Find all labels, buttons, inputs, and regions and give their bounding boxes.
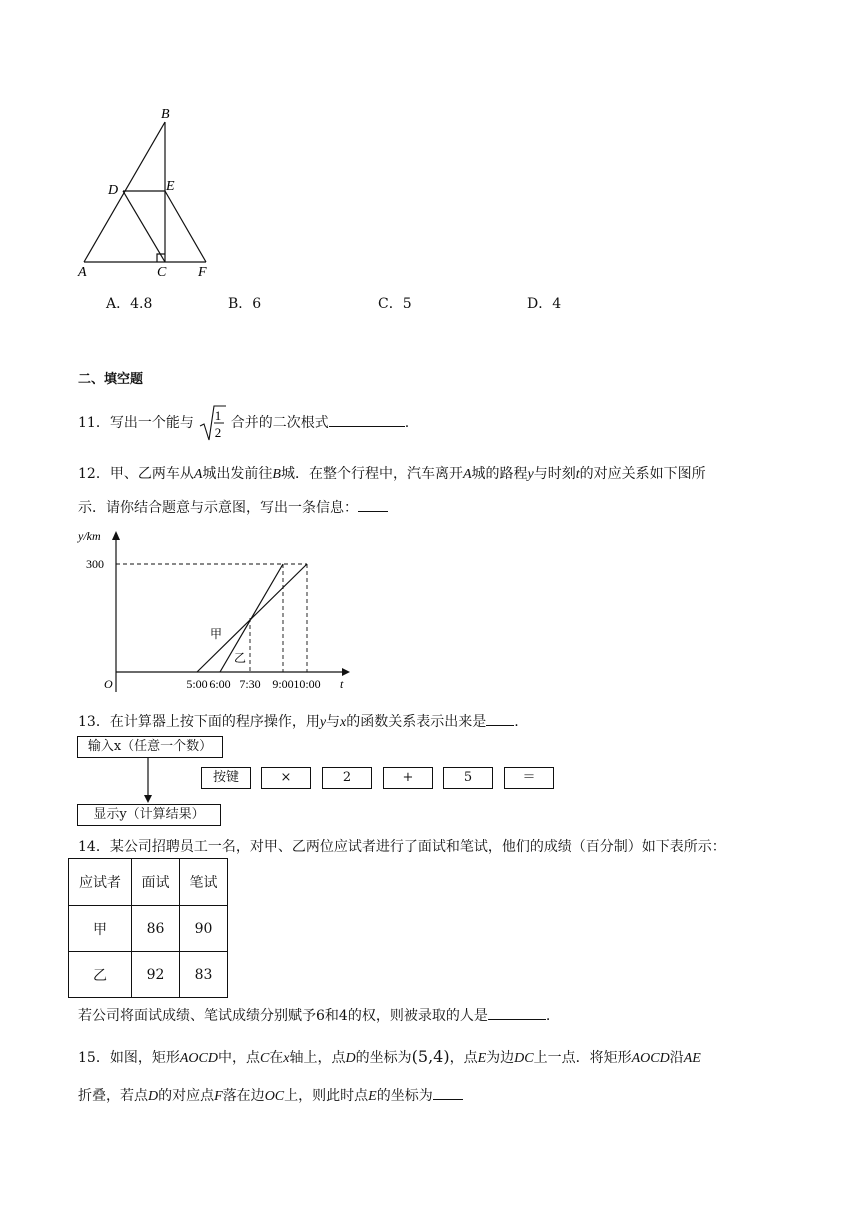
key-2[interactable]: 2	[322, 767, 372, 789]
q12-b: 城出发前往	[202, 466, 273, 482]
q12-t: t	[575, 467, 580, 482]
sqrt-den: 2	[215, 425, 222, 440]
y-axis-label: y/km	[78, 529, 101, 543]
key-5[interactable]: 5	[443, 767, 493, 789]
q15-d: 轴上，点	[289, 1050, 346, 1066]
q12-A1: A	[193, 467, 203, 482]
q10-figure	[70, 100, 230, 280]
q11	[78, 402, 409, 442]
q13-c: 的函数关系表示出来是	[346, 714, 487, 730]
q15-E2: E	[368, 1089, 377, 1104]
cell-interview: 92	[132, 952, 180, 998]
q12-y: y	[527, 467, 534, 482]
q12-c: 城．在整个行程中，汽车离开	[280, 466, 463, 482]
q15-coord: (5,4)	[411, 1047, 450, 1066]
q14-text: 14．某公司招聘员工一名，对甲、乙两位应试者进行了面试和笔试，他们的成绩（百分制）如下表所示：	[78, 839, 726, 855]
q11-after: 合并的二次根式	[230, 415, 329, 431]
answer-blank-11[interactable]	[329, 412, 405, 427]
q15-c: 在	[269, 1050, 284, 1066]
flow-output-box: 显示y（计算结果）	[77, 804, 221, 826]
label-C: C	[157, 265, 167, 280]
series-line-yi	[220, 564, 283, 672]
answer-blank-12[interactable]	[358, 497, 388, 512]
answer-blank-14[interactable]	[488, 1005, 546, 1020]
q14-after	[78, 1005, 550, 1025]
option-c[interactable]: C．5	[378, 296, 412, 312]
q13-b: 与	[326, 714, 341, 730]
key-plus[interactable]: +	[383, 767, 433, 789]
x-tick-label: 6:00	[209, 677, 231, 691]
q15-2d: 上，则此时点	[284, 1088, 369, 1104]
q14-after-text: 若公司将面试成绩、笔试成绩分别赋予6和4的权，则被录取的人是	[78, 1008, 488, 1024]
table-row	[69, 906, 228, 952]
label-E: E	[166, 179, 175, 194]
header-applicant: 应试者	[69, 859, 132, 906]
q13-a: 13．在计算器上按下面的程序操作，用	[78, 714, 320, 730]
x-axis-label: t	[340, 677, 344, 691]
q12-chart	[74, 526, 364, 696]
q15-line2	[78, 1085, 463, 1105]
label-B: B	[161, 107, 170, 122]
q15-C: C	[259, 1051, 270, 1066]
option-d[interactable]: D．4	[527, 296, 562, 312]
header-written: 笔试	[180, 859, 228, 906]
origin-label: O	[104, 677, 113, 691]
option-b[interactable]: B．6	[228, 296, 262, 312]
label-D: D	[108, 183, 119, 198]
q15-h: 上一点．将矩形	[533, 1050, 632, 1066]
flow-input-box: 输入x（任意一个数）	[77, 736, 223, 758]
q15-f: ，点	[449, 1050, 478, 1066]
q12-line2	[78, 497, 388, 517]
q15-F: F	[214, 1089, 223, 1104]
q12-f: 的对应关系如下图所	[579, 466, 706, 482]
key-times[interactable]: ×	[261, 767, 311, 789]
x-axis-arrow	[342, 668, 350, 676]
table-row	[69, 952, 228, 998]
q15-a: 15．如图，矩形	[78, 1050, 180, 1066]
q15-AOCD2: AOCD	[631, 1051, 670, 1066]
q13-end: .	[514, 714, 519, 730]
q15-i: 沿	[669, 1050, 684, 1066]
series-label-jia: 甲	[210, 627, 223, 641]
q15-e: 的坐标为	[355, 1050, 412, 1066]
q15-2c: 落在边	[222, 1088, 265, 1104]
q15-D1: D	[345, 1051, 356, 1066]
q12-B1: B	[272, 467, 281, 482]
label-A: A	[78, 265, 87, 280]
answer-blank-15[interactable]	[433, 1085, 463, 1100]
q15-AOCD1: AOCD	[179, 1051, 218, 1066]
q15-b: 中，点	[217, 1050, 260, 1066]
q15-2a: 折叠，若点	[78, 1088, 148, 1104]
q11-text: 11．写出一个能与	[78, 415, 194, 431]
q14-end: .	[545, 1008, 551, 1024]
q13-x: x	[340, 715, 347, 730]
q15-OC: OC	[264, 1089, 285, 1104]
q12-line1	[78, 463, 706, 483]
q12-d: 城的路程	[471, 466, 528, 482]
table-header-row	[69, 859, 228, 906]
y-tick-label: 300	[86, 557, 104, 571]
q13-y: y	[319, 715, 327, 730]
cell-name: 乙	[69, 952, 132, 998]
q13	[78, 711, 519, 731]
flow-arrow	[140, 757, 156, 805]
q15-D2: D	[148, 1089, 159, 1104]
cell-interview: 86	[132, 906, 180, 952]
series-label-yi: 乙	[234, 651, 247, 665]
cell-name: 甲	[69, 906, 132, 952]
q15-2b: 的对应点	[158, 1088, 215, 1104]
key-equals[interactable]: ＝	[504, 767, 554, 789]
x-tick-label: 7:30	[239, 677, 261, 691]
q12-A2: A	[462, 467, 472, 482]
key-label-box: 按键	[201, 767, 251, 789]
cell-written: 90	[180, 906, 228, 952]
y-axis-arrow	[112, 531, 120, 540]
x-tick-label: 10:00	[293, 677, 321, 691]
q15-line1	[78, 1047, 701, 1067]
header-interview: 面试	[132, 859, 180, 906]
q15-x: x	[283, 1051, 290, 1066]
label-F: F	[198, 265, 207, 280]
q12-e: 与时刻	[533, 466, 576, 482]
q15-2e: 的坐标为	[376, 1088, 433, 1104]
q15-E1: E	[477, 1051, 487, 1066]
q15-g: 为边	[486, 1050, 515, 1066]
x-tick-label: 9:00	[272, 677, 294, 691]
option-a[interactable]: A．4.8	[106, 296, 153, 312]
q15-AE: AE	[683, 1051, 701, 1066]
q12-line2-text: 示．请你结合题意与示意图，写出一条信息：	[78, 500, 358, 516]
sqrt-symbol	[198, 402, 226, 442]
answer-blank-13[interactable]	[486, 711, 514, 726]
q11-end: .	[404, 415, 410, 431]
q15-DC: DC	[514, 1051, 534, 1066]
section-title: 二、填空题	[78, 372, 144, 387]
q12-a: 12．甲、乙两车从	[78, 466, 194, 482]
score-table	[68, 858, 228, 998]
cell-written: 83	[180, 952, 228, 998]
x-tick-label: 5:00	[186, 677, 208, 691]
sqrt-num: 1	[215, 408, 222, 423]
